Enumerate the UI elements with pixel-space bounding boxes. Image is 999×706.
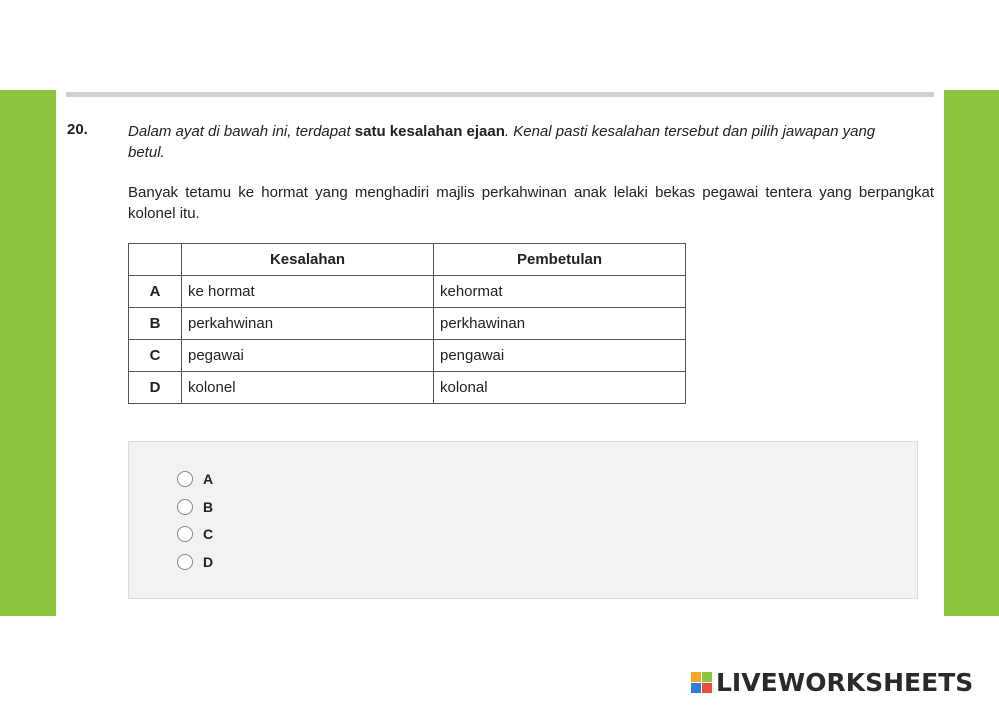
choice-label-b: B	[203, 499, 214, 515]
row-option: C	[129, 340, 182, 372]
header-pembetulan: Pembetulan	[434, 244, 686, 276]
instruction-text-1: Dalam ayat di bawah ini, terdapat	[128, 123, 355, 140]
row-kesalahan: ke hormat	[182, 276, 434, 308]
row-pembetulan: kehormat	[434, 276, 686, 308]
logo-tile	[691, 683, 701, 693]
logo-tile	[702, 672, 712, 682]
right-green-bar	[944, 90, 999, 616]
row-option: A	[129, 276, 182, 308]
choice-c[interactable]	[177, 526, 213, 542]
logo-mark-icon	[691, 672, 712, 693]
logo-tile	[702, 683, 712, 693]
choice-b[interactable]	[177, 499, 213, 515]
radio-button-a[interactable]	[177, 471, 193, 487]
row-pembetulan: perkhawinan	[434, 308, 686, 340]
table-row	[129, 340, 686, 372]
logo-text: LIVEWORKSHEETS	[716, 667, 974, 697]
question-sentence: Banyak tetamu ke hormat yang menghadiri majlis perkahwinan anak lelaki bekas pegawai tentera yang berpangkat kolonel itu.	[128, 184, 934, 222]
table-row	[129, 372, 686, 404]
row-kesalahan: pegawai	[182, 340, 434, 372]
radio-button-b[interactable]	[177, 499, 193, 515]
table-header-row	[129, 244, 686, 276]
instruction-text-2: . Kenal pasti kesalahan tersebut dan pilih jawapan yang betul.	[128, 123, 876, 161]
choice-label-c: C	[203, 526, 214, 542]
liveworksheets-logo[interactable]	[691, 668, 973, 696]
choice-d[interactable]	[177, 554, 213, 570]
choice-panel	[128, 441, 918, 599]
row-kesalahan: kolonel	[182, 372, 434, 404]
radio-button-c[interactable]	[177, 526, 193, 542]
instruction-bold: satu kesalahan ejaan	[354, 123, 505, 140]
row-option: D	[129, 372, 182, 404]
choice-a[interactable]	[177, 471, 213, 487]
question-number: 20.	[67, 121, 88, 138]
choice-label-a: A	[203, 471, 214, 487]
header-option	[129, 244, 182, 276]
row-kesalahan: perkahwinan	[182, 308, 434, 340]
row-pembetulan: pengawai	[434, 340, 686, 372]
header-kesalahan: Kesalahan	[182, 244, 434, 276]
row-pembetulan: kolonal	[434, 372, 686, 404]
radio-button-d[interactable]	[177, 554, 193, 570]
row-option: B	[129, 308, 182, 340]
table-row	[129, 308, 686, 340]
choice-label-d: D	[203, 554, 214, 570]
table-row	[129, 276, 686, 308]
left-green-bar	[0, 90, 56, 616]
question-instruction	[128, 121, 888, 163]
top-divider	[66, 92, 934, 97]
logo-tile	[691, 672, 701, 682]
answer-table	[128, 243, 686, 404]
